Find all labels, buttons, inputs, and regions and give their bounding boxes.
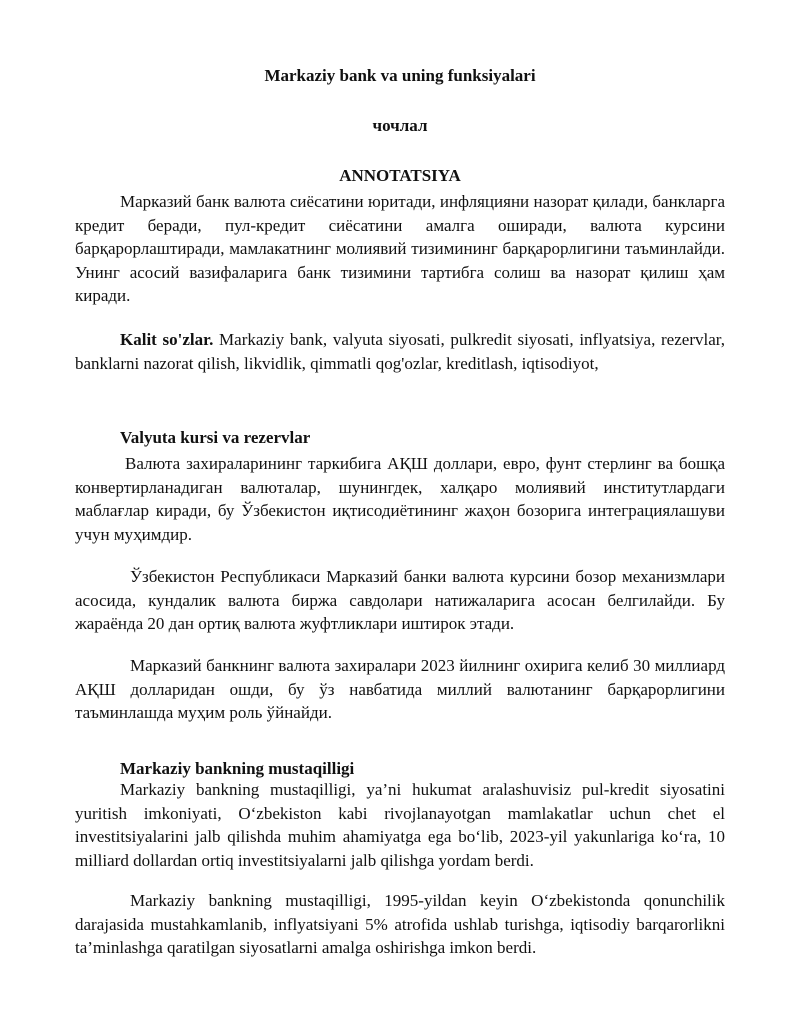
section-heading-independence: Markaziy bankning mustaqilligi: [120, 759, 355, 778]
currency-paragraph-1: Валюта захираларининг таркибига АҚШ доллари, евро, фунт стерлинг ва бошқа конвертирланадиган валюталар, шунингдек, халқаро молиявий институтлардаги маблағлар киради, бу Ўзбекистон иқтисодиётининг жаҳон бозорига интеграциялашуви учун муҳимдир.: [75, 454, 725, 544]
document-title: Markaziy bank va uning funksiyalari: [264, 66, 536, 85]
annotation-heading: ANNOTATSIYA: [339, 166, 461, 185]
currency-paragraph-2: Ўзбекистон Республикаси Марказий банки валюта курсини бозор механизмлари асосида, кундалик валюта биржа савдолари натижаларига асосан белгилайди. Бу жараёнда 20 дан ортиқ валюта жуфтликлари иштирок этади.: [75, 567, 725, 634]
author-name: чочлал: [372, 116, 428, 135]
currency-paragraph-3: Марказий банкнинг валюта захиралари 2023 йилнинг охирига келиб 30 миллиард АҚШ долларидан ошди, бу ўз навбатида миллий валютанинг барқарорлигини таъминлашда муҳим роль ўйнайди.: [75, 656, 725, 723]
annotation-paragraph: Марказий банк валюта сиёсатини юритади, инфляцияни назорат қилади, банкларга кредит беради, пул-кредит сиёсатини амалга оширади, валюта курсини барқарорлаштиради, мамлакатнинг молиявий тизимининг барқарорлигини таъминлайди. Унинг асосий вазифаларига банк тизимини тартибга солиш ва назорат қилиш ҳам киради.: [75, 192, 725, 306]
keywords-text: Markaziy bank, valyuta siyosati, pulkredit siyosati, inflyatsiya, rezervlar, banklarni nazorat qilish, likvidlik, qimmatli qog'ozlar, kreditlash, iqtisodiyot,: [75, 330, 725, 373]
independence-paragraph-1: Markaziy bankning mustaqilligi, ya’ni hukumat aralashuvisiz pul-kredit siyosatini yuritish imkoniyati, O‘zbekiston kabi rivojlanayotgan mamlakatlar uchun chet el investitsiyalarini jalb qilishda muhim ahamiyatga ega bo‘lib, 2023-yil yakunlariga ko‘ra, 10 milliard dollardan ortiq investitsiyalarni jalb qilishga yordam berdi.: [75, 780, 725, 870]
keywords-paragraph: [75, 328, 725, 375]
independence-paragraph-2: Markaziy bankning mustaqilligi, 1995-yildan keyin O‘zbekistonda qonunchilik darajasida mustahkamlanib, inflyatsiyani 5% atrofida ushlab turishga, iqtisodiy barqarorlikni ta’minlashga qaratilgan siyosatlarni amalga oshirishga imkon berdi.: [75, 891, 725, 958]
keywords-label: Kalit so'zlar.: [120, 330, 214, 349]
section-heading-currency: Valyuta kursi va rezervlar: [120, 428, 311, 447]
